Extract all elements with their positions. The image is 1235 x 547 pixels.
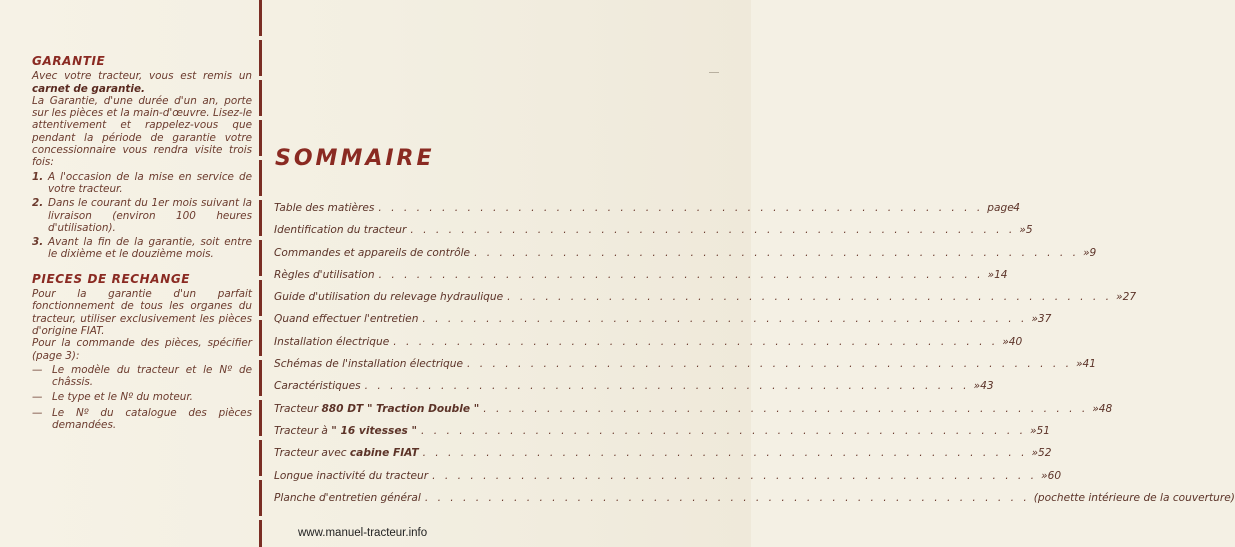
toc-page-ref: » bbox=[1075, 358, 1083, 371]
toc-leader-dots: . . . . . . . . . . . . . . . . . . . . . . . . . . . . . . . . . . . . . . . . . . . . . . . . bbox=[378, 202, 984, 214]
toc-entry-text: Guide d'utilisation du relevage hydraulique bbox=[274, 291, 504, 304]
list-item bbox=[32, 364, 252, 389]
toc-entry-bold: " 16 vitesses " bbox=[331, 424, 418, 437]
toc-page-ref: » bbox=[1002, 335, 1009, 348]
pieces-heading: PIECES DE RECHANGE bbox=[32, 271, 191, 286]
garantie-intro-text: Avec votre tracteur, vous est remis un bbox=[32, 70, 252, 83]
toc-page-ref: » bbox=[1031, 447, 1039, 460]
toc-entry-label bbox=[274, 380, 361, 392]
toc-page-ref: » bbox=[1031, 313, 1038, 326]
toc-leader-dots: . . . . . . . . . . . . . . . . . . . . . . . . . . . . . . . . . . . . . . . . . . . . . . . . bbox=[393, 335, 999, 348]
toc-row bbox=[274, 335, 1023, 358]
garantie-body: La Garantie, d'une durée d'un an, porte sur les pièces et la main-d'œuvre. Lisez-le attentivement et rappelez-vous que pendant la période de garantie votre concessionnaire vous rendra visite trois fois: bbox=[32, 94, 252, 169]
toc-row bbox=[274, 380, 994, 402]
corner-mark bbox=[709, 72, 719, 77]
toc-row bbox=[274, 268, 1008, 291]
item-text: Le type et le Nº du moteur. bbox=[52, 391, 193, 404]
toc-entry-label bbox=[274, 291, 503, 303]
item-text: A l'occasion de la mise en service de votre tracteur. bbox=[48, 170, 252, 195]
toc-leader-dots: . . . . . . . . . . . . . . . . . . . . . . . . . . . . . . . . . . . . . . . . . . . . . . . . bbox=[410, 224, 1016, 237]
toc-entry-text: Tracteur bbox=[274, 402, 322, 415]
toc-entry-text: Règles d'utilisation bbox=[274, 268, 375, 281]
item-number: 1. bbox=[32, 170, 44, 183]
toc-entry-text: Tracteur avec bbox=[274, 447, 350, 460]
toc-entry-text: Schémas de l'installation électrique bbox=[274, 358, 464, 371]
table-of-contents bbox=[274, 202, 1235, 514]
list-item bbox=[32, 171, 252, 196]
list-item bbox=[32, 197, 252, 234]
toc-row bbox=[274, 424, 1050, 447]
toc-leader-dots: . . . . . . . . . . . . . . . . . . . . . . . . . . . . . . . . . . . . . . . . . . . . . . . . bbox=[483, 402, 1089, 415]
pieces-para-2: Pour la commande des pièces, spécifier (page 3): bbox=[32, 337, 252, 362]
pieces-order-list bbox=[32, 364, 252, 431]
toc-entry-text: Longue inactivité du tracteur bbox=[274, 469, 429, 482]
toc-row bbox=[274, 224, 1033, 246]
toc-page-ref: » bbox=[1082, 246, 1090, 259]
toc-entry-label: Planche d'entretien général bbox=[274, 491, 421, 504]
item-text: Dans le courant du 1er mois suivant la livraison (environ 100 heures d'utilisation). bbox=[48, 197, 252, 234]
toc-entry-label bbox=[274, 470, 428, 482]
toc-entry-text: Caractéristiques bbox=[274, 380, 361, 393]
toc-leader-dots: . . . . . . . . . . . . . . . . . . . . . . . . . . . . . . . . . . . . . . . . . . . . . . . . bbox=[421, 424, 1026, 437]
toc-entry-label bbox=[274, 358, 463, 370]
toc-page-number: 60 bbox=[1047, 469, 1062, 482]
toc-entry-label bbox=[274, 313, 418, 325]
toc-entry-text: Identification du tracteur bbox=[274, 224, 407, 237]
toc-leader-dots: . . . . . . . . . . . . . . . . . . . . . . . . . . . . . . . . . . . . . . . . . . . . . . . . bbox=[424, 491, 1030, 504]
toc-page-number: 27 bbox=[1122, 291, 1137, 304]
toc-entry-text: Tracteur à bbox=[274, 424, 332, 437]
toc-page-number: 48 bbox=[1098, 402, 1113, 415]
toc-page-ref: » bbox=[1029, 424, 1037, 437]
toc-leader-dots: . . . . . . . . . . . . . . . . . . . . . . . . . . . . . . . . . . . . . . . . . . . . . . . . bbox=[422, 447, 1028, 460]
garantie-visits-list bbox=[32, 171, 252, 261]
toc-row bbox=[274, 402, 1113, 425]
toc-entry-label bbox=[274, 247, 470, 259]
toc-page-number: 43 bbox=[980, 380, 994, 393]
toc-page-number: 37 bbox=[1037, 313, 1052, 326]
website-watermark[interactable]: www.manuel-tracteur.info bbox=[298, 527, 428, 539]
item-number: 3. bbox=[32, 236, 44, 249]
toc-page-ref: page bbox=[987, 202, 1014, 214]
toc-page-number: 41 bbox=[1082, 358, 1096, 371]
garantie-intro-bold: carnet de garantie. bbox=[32, 82, 145, 95]
vertical-divider bbox=[259, 0, 262, 547]
item-dash: — bbox=[32, 391, 43, 404]
toc-page-ref: » bbox=[1019, 224, 1026, 237]
toc-entry-text: Table des matières bbox=[274, 202, 375, 214]
item-dash: — bbox=[32, 406, 43, 419]
toc-row bbox=[274, 469, 1062, 492]
toc-page-number: 14 bbox=[994, 268, 1008, 281]
toc-leader-dots: . . . . . . . . . . . . . . . . . . . . . . . . . . . . . . . . . . . . . . . . . . . . . . . . bbox=[422, 313, 1028, 326]
toc-page-ref: (pochette intérieure de la couverture) bbox=[1033, 491, 1235, 504]
sommaire-title: SOMMAIRE bbox=[275, 146, 435, 171]
toc-row bbox=[274, 246, 1097, 269]
item-number: 2. bbox=[32, 197, 44, 210]
left-column bbox=[32, 55, 252, 434]
toc-entry-text: Quand effectuer l'entretien bbox=[274, 313, 419, 326]
toc-row bbox=[274, 202, 1021, 224]
list-item bbox=[32, 236, 252, 261]
toc-page-number: 5 bbox=[1025, 224, 1033, 237]
list-item bbox=[32, 391, 252, 403]
toc-page-ref: » bbox=[1116, 291, 1123, 304]
toc-entry-bold: 880 DT " Traction Double " bbox=[321, 402, 480, 415]
toc-page-number: 52 bbox=[1038, 447, 1052, 460]
toc-entry-text: Installation électrique bbox=[274, 335, 390, 348]
toc-entry-label bbox=[274, 269, 375, 281]
toc-leader-dots: . . . . . . . . . . . . . . . . . . . . . . . . . . . . . . . . . . . . . . . . . . . . . . . . bbox=[474, 246, 1079, 259]
item-text: Le modèle du tracteur et le Nº de châssis. bbox=[52, 363, 252, 389]
toc-entry-label bbox=[274, 202, 374, 214]
toc-entry-text: Commandes et appareils de contrôle bbox=[274, 246, 471, 259]
toc-page-ref: » bbox=[1092, 402, 1099, 415]
toc-page-ref: » bbox=[987, 268, 995, 281]
list-item bbox=[32, 407, 252, 432]
toc-page-number: 40 bbox=[1008, 335, 1023, 348]
toc-page-number: 9 bbox=[1089, 246, 1097, 259]
toc-leader-dots: . . . . . . . . . . . . . . . . . . . . . . . . . . . . . . . . . . . . . . . . . . . . . . . . bbox=[507, 291, 1113, 304]
toc-entry-label bbox=[274, 336, 389, 348]
toc-page-ref: » bbox=[1041, 469, 1048, 482]
toc-leader-dots: . . . . . . . . . . . . . . . . . . . . . . . . . . . . . . . . . . . . . . . . . . . . . . . . bbox=[364, 380, 970, 393]
toc-entry-bold: cabine FIAT bbox=[349, 447, 419, 460]
toc-leader-dots: . . . . . . . . . . . . . . . . . . . . . . . . . . . . . . . . . . . . . . . . . . . . . . . . bbox=[378, 268, 984, 281]
toc-entry-label bbox=[274, 403, 479, 415]
garantie-heading: GARANTIE bbox=[32, 54, 106, 68]
item-dash: — bbox=[32, 363, 43, 376]
toc-entry-label bbox=[274, 224, 406, 236]
toc-row bbox=[274, 291, 1137, 313]
pieces-para-1: Pour la garantie d'un parfait fonctionnement de tous les organes du tracteur, utiliser exclusivement les pièces d'origine FIAT. bbox=[32, 288, 252, 337]
item-text: Avant la fin de la garantie, soit entre le dixième et le douzième mois. bbox=[48, 236, 252, 261]
toc-page-number: 4 bbox=[1013, 202, 1021, 214]
toc-leader-dots: . . . . . . . . . . . . . . . . . . . . . . . . . . . . . . . . . . . . . . . . . . . . . . . . bbox=[467, 358, 1072, 371]
item-text: Le Nº du catalogue des pièces demandées. bbox=[52, 406, 252, 432]
toc-row bbox=[274, 358, 1096, 380]
toc-row bbox=[274, 491, 1235, 514]
toc-leader-dots: . . . . . . . . . . . . . . . . . . . . . . . . . . . . . . . . . . . . . . . . . . . . . . . . bbox=[432, 469, 1038, 482]
toc-row bbox=[274, 447, 1052, 469]
toc-entry-label bbox=[274, 447, 419, 459]
toc-entry-label bbox=[274, 425, 417, 437]
toc-page-number: 51 bbox=[1036, 424, 1050, 437]
toc-row bbox=[274, 313, 1052, 335]
toc-page-ref: » bbox=[973, 380, 981, 393]
garantie-intro bbox=[32, 70, 252, 95]
